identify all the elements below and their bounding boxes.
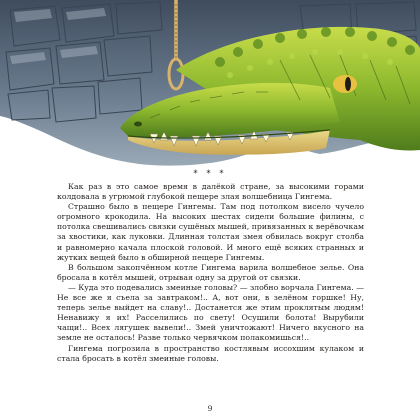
paragraph: Страшно было в пещере Гингемы. Там под потолком висело чучело огромного крокодила. На высоких шестах сидели большие филины, с потолка свешивались связки сушёных мышей, привязанных к верёвочкам за хвостики, как луковки. Длинная толстая змея обвилась вокруг столба и равномерно качала плоской головой. И много ещё всяких странных и жутких вещей было в обширной пещере Гингемы.	[57, 202, 364, 262]
paragraph: Как раз в это самое время в далёкой стране, за высокими горами колдовала в угрюмой глубокой пещере злая волшебница Гингема.	[57, 182, 364, 202]
paragraph: — Куда это подевались змеиные головы? — злобно ворчала Гингема. — Не все же я съела за завтраком!.. А, вот они, в зелёном горшке! Ну, теперь зелье выйдет на славу!.. Достанется же этим проклятым людям! Ненавижу я их! Расселились по свету! Осушили болота! Вырубили чащи!.. Всех лягушек вывели!.. Змей уничтожают! Ничего вкусного на земле не осталось! Разве только червячком полакомишься!..	[57, 282, 364, 343]
paragraph: В большом закопчённом котле Гингема варила волшебное зелье. Она бросала в котёл мышей, отрывая одну за другой от связки.	[57, 262, 364, 282]
section-divider: * * *	[193, 169, 227, 179]
page-number: 9	[207, 404, 213, 413]
crocodile-illustration	[0, 0, 420, 170]
paragraph: Гингема погрозила в пространство костлявым иссохшим кулаком и стала бросать в котёл змеиные головы.	[57, 343, 364, 363]
story-text	[57, 182, 364, 364]
